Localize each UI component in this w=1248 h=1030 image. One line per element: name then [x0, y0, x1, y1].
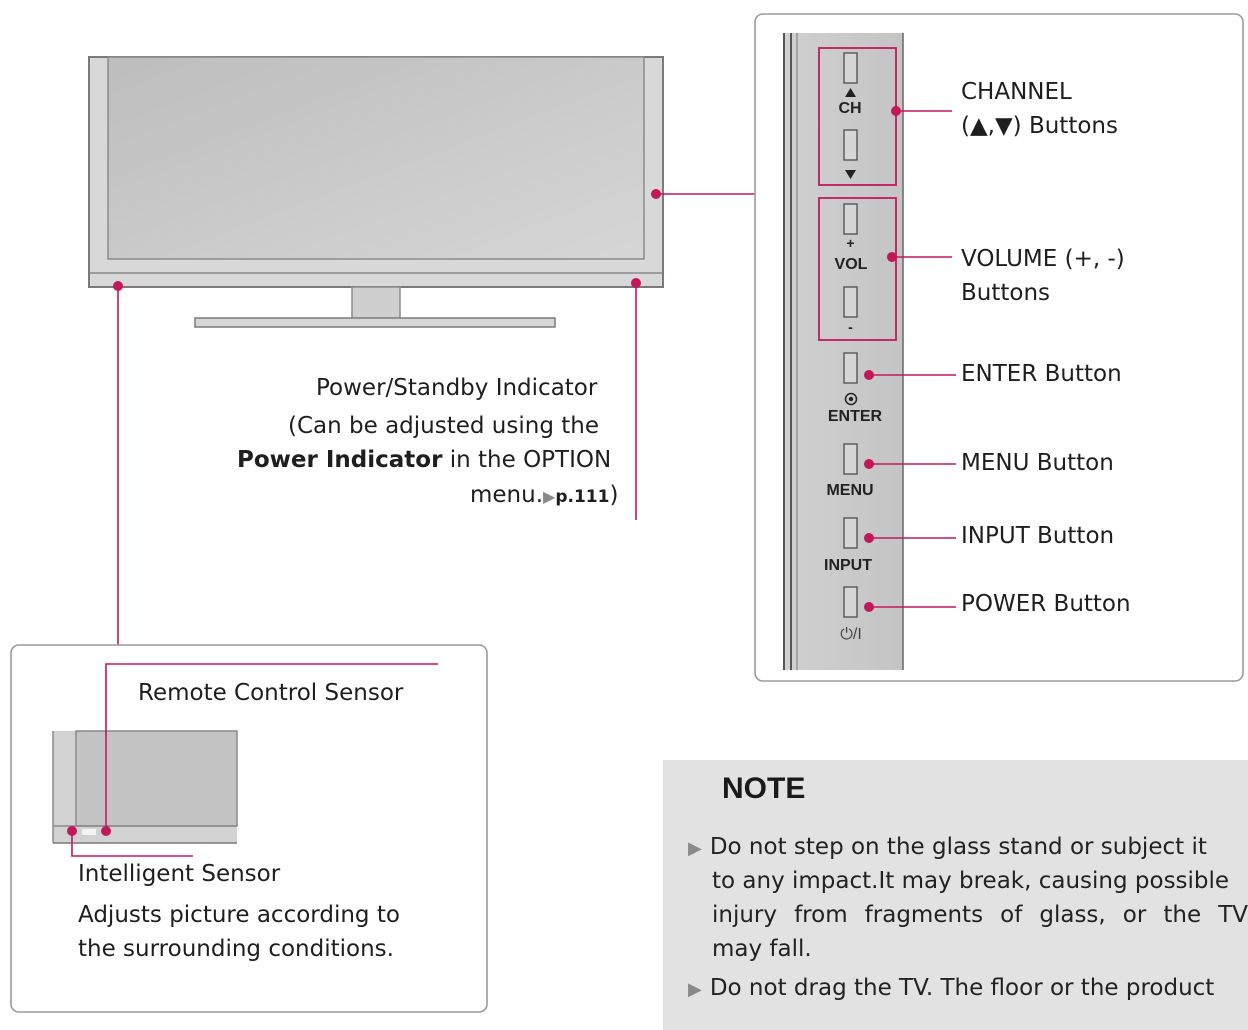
svg-text:-: - — [848, 319, 853, 335]
power-indicator-title: Power/Standby Indicator — [316, 375, 598, 401]
side-panel-dot — [651, 189, 661, 199]
enter-label: ENTER — [827, 408, 883, 425]
note-item-2-text-1: Do not drag the TV. The floor or the product — [709, 975, 1215, 1001]
note-title: NOTE — [722, 772, 806, 805]
sensor-dot — [113, 281, 123, 291]
power-indicator-close: ) — [609, 482, 619, 508]
input-label: INPUT — [824, 557, 872, 574]
power-indicator-desc-line1: (Can be adjusted using the — [288, 413, 599, 439]
vol-label: VOL — [834, 256, 868, 273]
power-indicator-bold: Power Indicator — [237, 447, 443, 473]
ch-label: CH — [838, 100, 862, 117]
note-item-2-line1 — [688, 971, 1248, 1007]
sensor-closeup-illustration — [53, 731, 237, 843]
note-item-1-line1 — [688, 830, 1248, 866]
power-indicator-dot — [631, 278, 641, 288]
tv-front-illustration — [89, 57, 663, 327]
power-indicator-desc-line2-rest: in the OPTION — [442, 447, 612, 473]
menu-callout: MENU Button — [961, 450, 1114, 476]
power-indicator-desc-line3 — [470, 478, 618, 514]
power-indicator-desc-line2 — [237, 443, 611, 477]
input-callout: INPUT Button — [961, 523, 1115, 549]
bullet-arrow-icon: ▶ — [688, 838, 702, 859]
remote-sensor-label: Remote Control Sensor — [138, 680, 404, 706]
power-symbol-label: ⏻/I — [840, 626, 862, 643]
intelligent-sensor-title: Intelligent Sensor — [78, 861, 281, 887]
enter-callout: ENTER Button — [961, 361, 1122, 387]
power-indicator-menu-text: menu. — [470, 482, 544, 508]
menu-label: MENU — [826, 482, 874, 499]
channel-callout-line2: (▲,▼) Buttons — [961, 113, 1118, 139]
intelligent-sensor-desc-line2: the surrounding conditions. — [78, 936, 394, 962]
note-item-1-line4: may fall. — [712, 936, 812, 962]
note-item-1-line2: to any impact.It may break, causing possible — [712, 868, 1230, 894]
bullet-arrow-icon: ▶ — [688, 979, 702, 1000]
intelligent-sensor-desc-line1: Adjusts picture according to — [78, 902, 400, 928]
note-item-1-text-1: Do not step on the glass stand or subject it — [709, 834, 1207, 860]
note-item-1-line3: injury from fragments of glass, or the TV — [712, 902, 1248, 928]
page-ref-arrow-icon: ▶ — [543, 487, 556, 506]
volume-callout-line2: Buttons — [961, 280, 1051, 306]
channel-callout-line1: CHANNEL — [961, 79, 1072, 105]
volume-callout-line1: VOLUME (+, -) — [961, 246, 1125, 272]
svg-text:+: + — [846, 235, 855, 251]
page-ref-link: p.111 — [555, 487, 610, 507]
power-callout: POWER Button — [961, 591, 1131, 617]
